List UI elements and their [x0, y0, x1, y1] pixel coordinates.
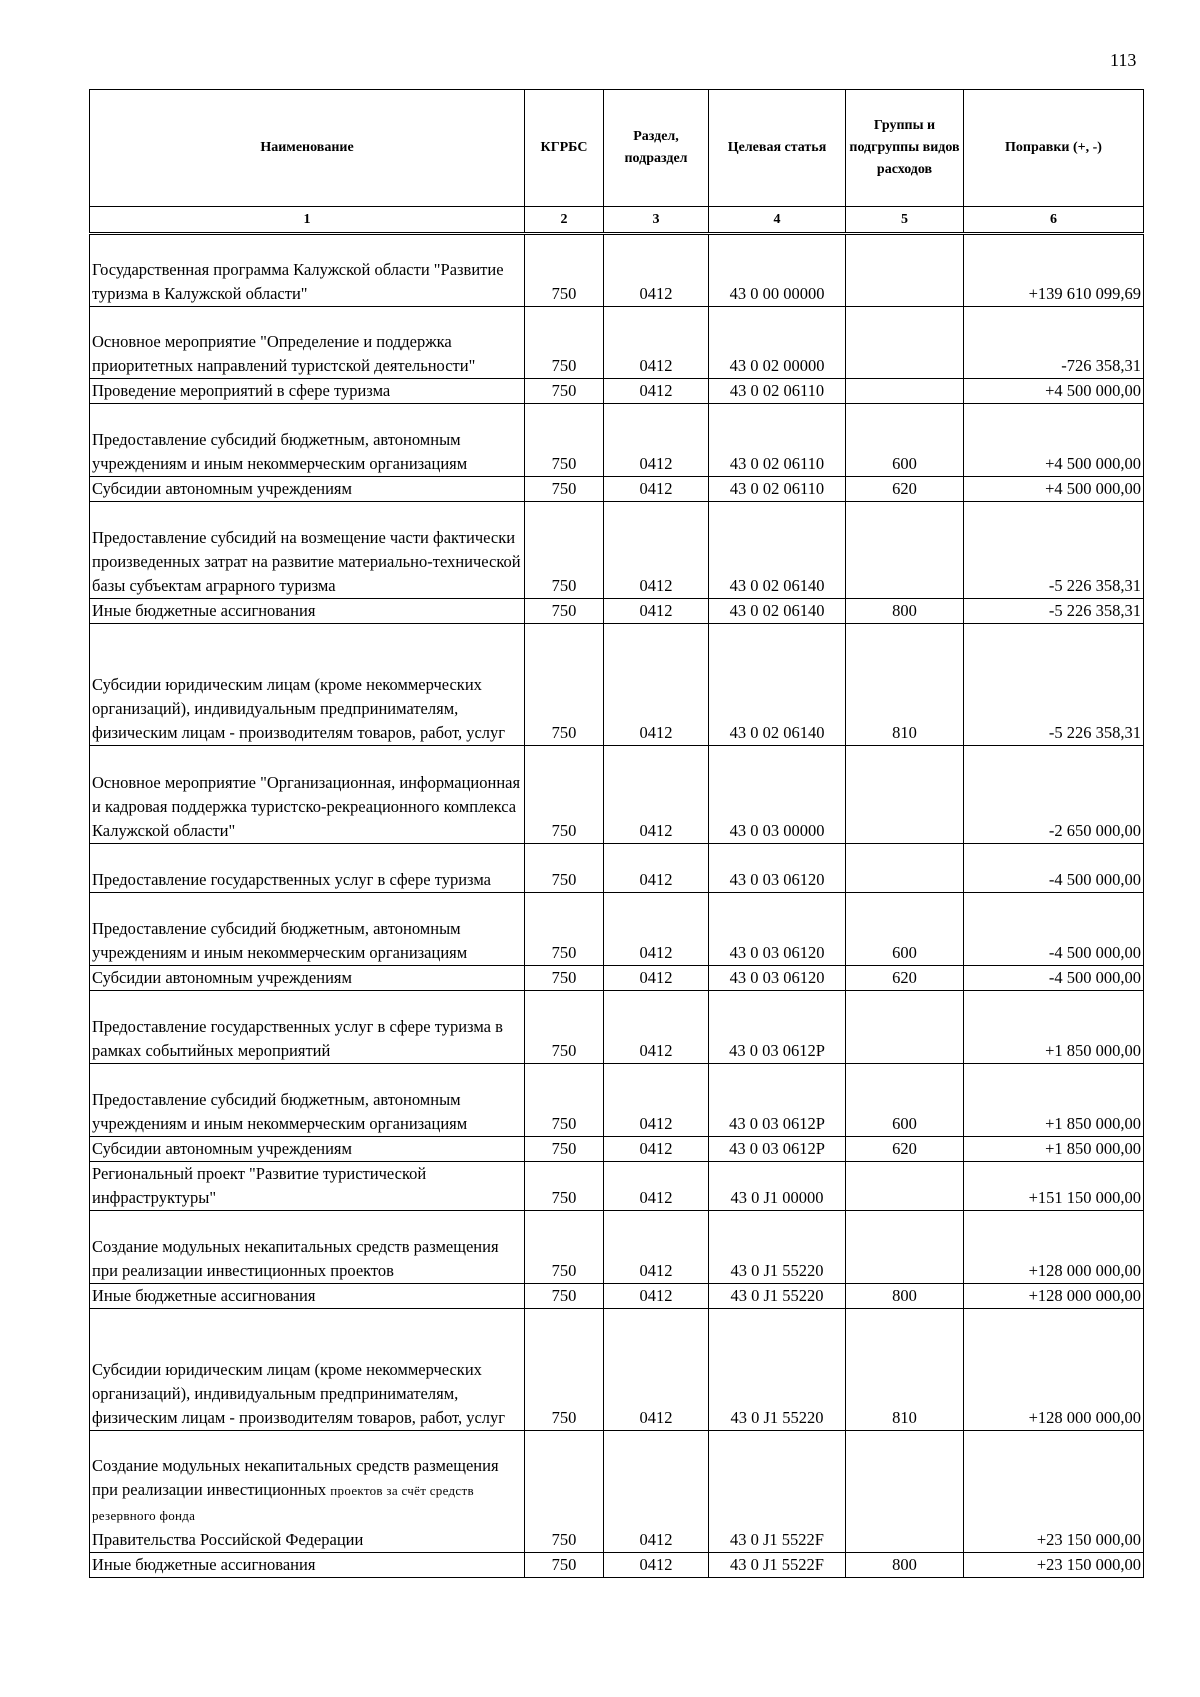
- table-row: [90, 404, 1144, 477]
- row-amount: -5 226 358,31: [964, 599, 1144, 624]
- row-name: Основное мероприятие "Определение и поддержка приоритетных направлений туристской деятельности": [90, 307, 525, 379]
- row-amount: -726 358,31: [964, 307, 1144, 379]
- table-row: [90, 477, 1144, 502]
- row-target: 43 0 03 0612Р: [709, 1064, 846, 1137]
- row-amount: +4 500 000,00: [964, 404, 1144, 477]
- row-amount: -2 650 000,00: [964, 746, 1144, 844]
- column-number: 2: [525, 207, 604, 234]
- row-name: Субсидии автономным учреждениям: [90, 1137, 525, 1162]
- row-target: 43 0 02 06140: [709, 624, 846, 746]
- table-row: [90, 1162, 1144, 1211]
- table-row: [90, 502, 1144, 599]
- header-groups: Группы и подгруппы видов расходов: [846, 90, 964, 207]
- row-group: [846, 746, 964, 844]
- row-kgrbs: 750: [525, 624, 604, 746]
- row-name: [90, 1431, 525, 1553]
- row-name: Субсидии юридическим лицам (кроме некоммерческих организаций), индивидуальным предпринимателям, физическим лицам - производителям товаров, работ, услуг: [90, 624, 525, 746]
- row-section: 0412: [604, 991, 709, 1064]
- row-group: [846, 379, 964, 404]
- row-name: Предоставление субсидий бюджетным, автономным учреждениям и иным некоммерческим организациям: [90, 893, 525, 966]
- row-amount: +151 150 000,00: [964, 1162, 1144, 1211]
- table-row: [90, 234, 1144, 307]
- row-amount: -4 500 000,00: [964, 966, 1144, 991]
- row-kgrbs: 750: [525, 991, 604, 1064]
- row-target: 43 0 03 06120: [709, 966, 846, 991]
- table-row: [90, 1211, 1144, 1284]
- row-target: 43 0 02 06140: [709, 502, 846, 599]
- row-target: 43 0 00 00000: [709, 234, 846, 307]
- row-group: 620: [846, 1137, 964, 1162]
- column-number-row: [90, 207, 1144, 234]
- row-kgrbs: 750: [525, 1553, 604, 1578]
- row-target: 43 0 02 06110: [709, 477, 846, 502]
- row-section: 0412: [604, 234, 709, 307]
- row-kgrbs: 750: [525, 844, 604, 893]
- row-kgrbs: 750: [525, 1431, 604, 1553]
- row-name: Создание модульных некапитальных средств размещения при реализации инвестиционных проектов: [90, 1211, 525, 1284]
- row-kgrbs: 750: [525, 966, 604, 991]
- header-kgrbs: КГРБС: [525, 90, 604, 207]
- row-name: Региональный проект "Развитие туристической инфраструктуры": [90, 1162, 525, 1211]
- row-group: 620: [846, 477, 964, 502]
- row-name-part: проектов за счёт средств резервного фонда: [92, 1483, 474, 1523]
- row-name: Иные бюджетные ассигнования: [90, 1553, 525, 1578]
- row-group: [846, 1162, 964, 1211]
- row-target: 43 0 J1 55220: [709, 1211, 846, 1284]
- table-row: [90, 599, 1144, 624]
- table-row: [90, 1431, 1144, 1553]
- row-kgrbs: 750: [525, 746, 604, 844]
- row-amount: +128 000 000,00: [964, 1211, 1144, 1284]
- table-row: [90, 893, 1144, 966]
- table-row: [90, 1064, 1144, 1137]
- row-amount: -4 500 000,00: [964, 893, 1144, 966]
- row-target: 43 0 03 0612Р: [709, 991, 846, 1064]
- table-row: [90, 746, 1144, 844]
- row-amount: -5 226 358,31: [964, 502, 1144, 599]
- table-row: [90, 1284, 1144, 1309]
- table-row: [90, 966, 1144, 991]
- row-amount: +4 500 000,00: [964, 379, 1144, 404]
- row-amount: -4 500 000,00: [964, 844, 1144, 893]
- row-kgrbs: 750: [525, 404, 604, 477]
- row-section: 0412: [604, 1137, 709, 1162]
- row-target: 43 0 03 06120: [709, 844, 846, 893]
- column-number: 4: [709, 207, 846, 234]
- row-section: 0412: [604, 844, 709, 893]
- row-group: 800: [846, 1553, 964, 1578]
- row-group: [846, 991, 964, 1064]
- table-row: [90, 1137, 1144, 1162]
- row-group: [846, 1211, 964, 1284]
- row-amount: +23 150 000,00: [964, 1553, 1144, 1578]
- row-section: 0412: [604, 477, 709, 502]
- table-row: [90, 1553, 1144, 1578]
- row-section: 0412: [604, 502, 709, 599]
- column-number: 5: [846, 207, 964, 234]
- row-section: 0412: [604, 379, 709, 404]
- row-name: Предоставление субсидий бюджетным, автономным учреждениям и иным некоммерческим организациям: [90, 404, 525, 477]
- row-group: 810: [846, 624, 964, 746]
- row-section: 0412: [604, 1309, 709, 1431]
- row-amount: +139 610 099,69: [964, 234, 1144, 307]
- row-name: Предоставление государственных услуг в сфере туризма: [90, 844, 525, 893]
- row-section: 0412: [604, 1431, 709, 1553]
- row-target: 43 0 02 00000: [709, 307, 846, 379]
- row-group: [846, 1431, 964, 1553]
- header-name: Наименование: [90, 90, 525, 207]
- row-target: 43 0 03 06120: [709, 893, 846, 966]
- row-target: 43 0 02 06110: [709, 404, 846, 477]
- row-group: 620: [846, 966, 964, 991]
- row-kgrbs: 750: [525, 234, 604, 307]
- row-name: Иные бюджетные ассигнования: [90, 599, 525, 624]
- row-amount: +1 850 000,00: [964, 1064, 1144, 1137]
- row-section: 0412: [604, 599, 709, 624]
- row-target: 43 0 J1 5522F: [709, 1553, 846, 1578]
- row-kgrbs: 750: [525, 307, 604, 379]
- table-row: [90, 844, 1144, 893]
- row-name: Государственная программа Калужской области "Развитие туризма в Калужской области": [90, 234, 525, 307]
- row-target: 43 0 02 06140: [709, 599, 846, 624]
- column-number: 6: [964, 207, 1144, 234]
- row-kgrbs: 750: [525, 1137, 604, 1162]
- row-group: [846, 234, 964, 307]
- row-section: 0412: [604, 966, 709, 991]
- table-row: [90, 379, 1144, 404]
- row-group: [846, 307, 964, 379]
- row-name: Предоставление субсидий бюджетным, автономным учреждениям и иным некоммерческим организациям: [90, 1064, 525, 1137]
- header-section: Раздел, подраздел: [604, 90, 709, 207]
- row-name: Предоставление субсидий на возмещение части фактически произведенных затрат на развитие материально-технической базы субъектам аграрного туризма: [90, 502, 525, 599]
- row-amount: -5 226 358,31: [964, 624, 1144, 746]
- row-name-part: Создание модульных некапитальных средств размещения при реализации инвестиционных: [92, 1456, 499, 1499]
- row-name: Основное мероприятие "Организационная, информационная и кадровая поддержка туристско-рекреационного комплекса Калужской области": [90, 746, 525, 844]
- row-target: 43 0 J1 55220: [709, 1309, 846, 1431]
- row-kgrbs: 750: [525, 477, 604, 502]
- row-section: 0412: [604, 893, 709, 966]
- row-target: 43 0 J1 55220: [709, 1284, 846, 1309]
- row-name: Субсидии автономным учреждениям: [90, 966, 525, 991]
- row-section: 0412: [604, 1553, 709, 1578]
- row-kgrbs: 750: [525, 1064, 604, 1137]
- table-header-row: [90, 90, 1144, 207]
- row-kgrbs: 750: [525, 502, 604, 599]
- row-amount: +128 000 000,00: [964, 1309, 1144, 1431]
- row-target: 43 0 03 00000: [709, 746, 846, 844]
- table-row: [90, 624, 1144, 746]
- row-kgrbs: 750: [525, 599, 604, 624]
- row-kgrbs: 750: [525, 379, 604, 404]
- row-section: 0412: [604, 1284, 709, 1309]
- row-section: 0412: [604, 1211, 709, 1284]
- row-section: 0412: [604, 746, 709, 844]
- column-number: 1: [90, 207, 525, 234]
- row-group: [846, 502, 964, 599]
- header-amendments: Поправки (+, -): [964, 90, 1144, 207]
- row-kgrbs: 750: [525, 1211, 604, 1284]
- row-name: Субсидии юридическим лицам (кроме некоммерческих организаций), индивидуальным предпринимателям, физическим лицам - производителям товаров, работ, услуг: [90, 1309, 525, 1431]
- row-group: 600: [846, 1064, 964, 1137]
- row-amount: +1 850 000,00: [964, 991, 1144, 1064]
- table-row: [90, 307, 1144, 379]
- column-number: 3: [604, 207, 709, 234]
- row-name: Иные бюджетные ассигнования: [90, 1284, 525, 1309]
- row-group: 600: [846, 404, 964, 477]
- row-kgrbs: 750: [525, 1284, 604, 1309]
- row-name: Субсидии автономным учреждениям: [90, 477, 525, 502]
- row-name-part: Правительства Российской Федерации: [92, 1530, 364, 1549]
- row-name: Проведение мероприятий в сфере туризма: [90, 379, 525, 404]
- row-group: 810: [846, 1309, 964, 1431]
- row-target: 43 0 02 06110: [709, 379, 846, 404]
- row-group: 800: [846, 1284, 964, 1309]
- budget-amendments-table: [89, 89, 1144, 1578]
- row-amount: +23 150 000,00: [964, 1431, 1144, 1553]
- row-kgrbs: 750: [525, 893, 604, 966]
- row-target: 43 0 03 0612Р: [709, 1137, 846, 1162]
- row-name: Предоставление государственных услуг в сфере туризма в рамках событийных мероприятий: [90, 991, 525, 1064]
- row-group: 600: [846, 893, 964, 966]
- table-row: [90, 1309, 1144, 1431]
- header-target: Целевая статья: [709, 90, 846, 207]
- row-amount: +4 500 000,00: [964, 477, 1144, 502]
- row-kgrbs: 750: [525, 1162, 604, 1211]
- row-group: 800: [846, 599, 964, 624]
- row-section: 0412: [604, 1064, 709, 1137]
- row-target: 43 0 J1 00000: [709, 1162, 846, 1211]
- page-number: 113: [1110, 50, 1137, 70]
- row-amount: +1 850 000,00: [964, 1137, 1144, 1162]
- row-section: 0412: [604, 307, 709, 379]
- row-group: [846, 844, 964, 893]
- row-kgrbs: 750: [525, 1309, 604, 1431]
- row-amount: +128 000 000,00: [964, 1284, 1144, 1309]
- table-row: [90, 991, 1144, 1064]
- row-section: 0412: [604, 404, 709, 477]
- row-section: 0412: [604, 624, 709, 746]
- row-section: 0412: [604, 1162, 709, 1211]
- row-target: 43 0 J1 5522F: [709, 1431, 846, 1553]
